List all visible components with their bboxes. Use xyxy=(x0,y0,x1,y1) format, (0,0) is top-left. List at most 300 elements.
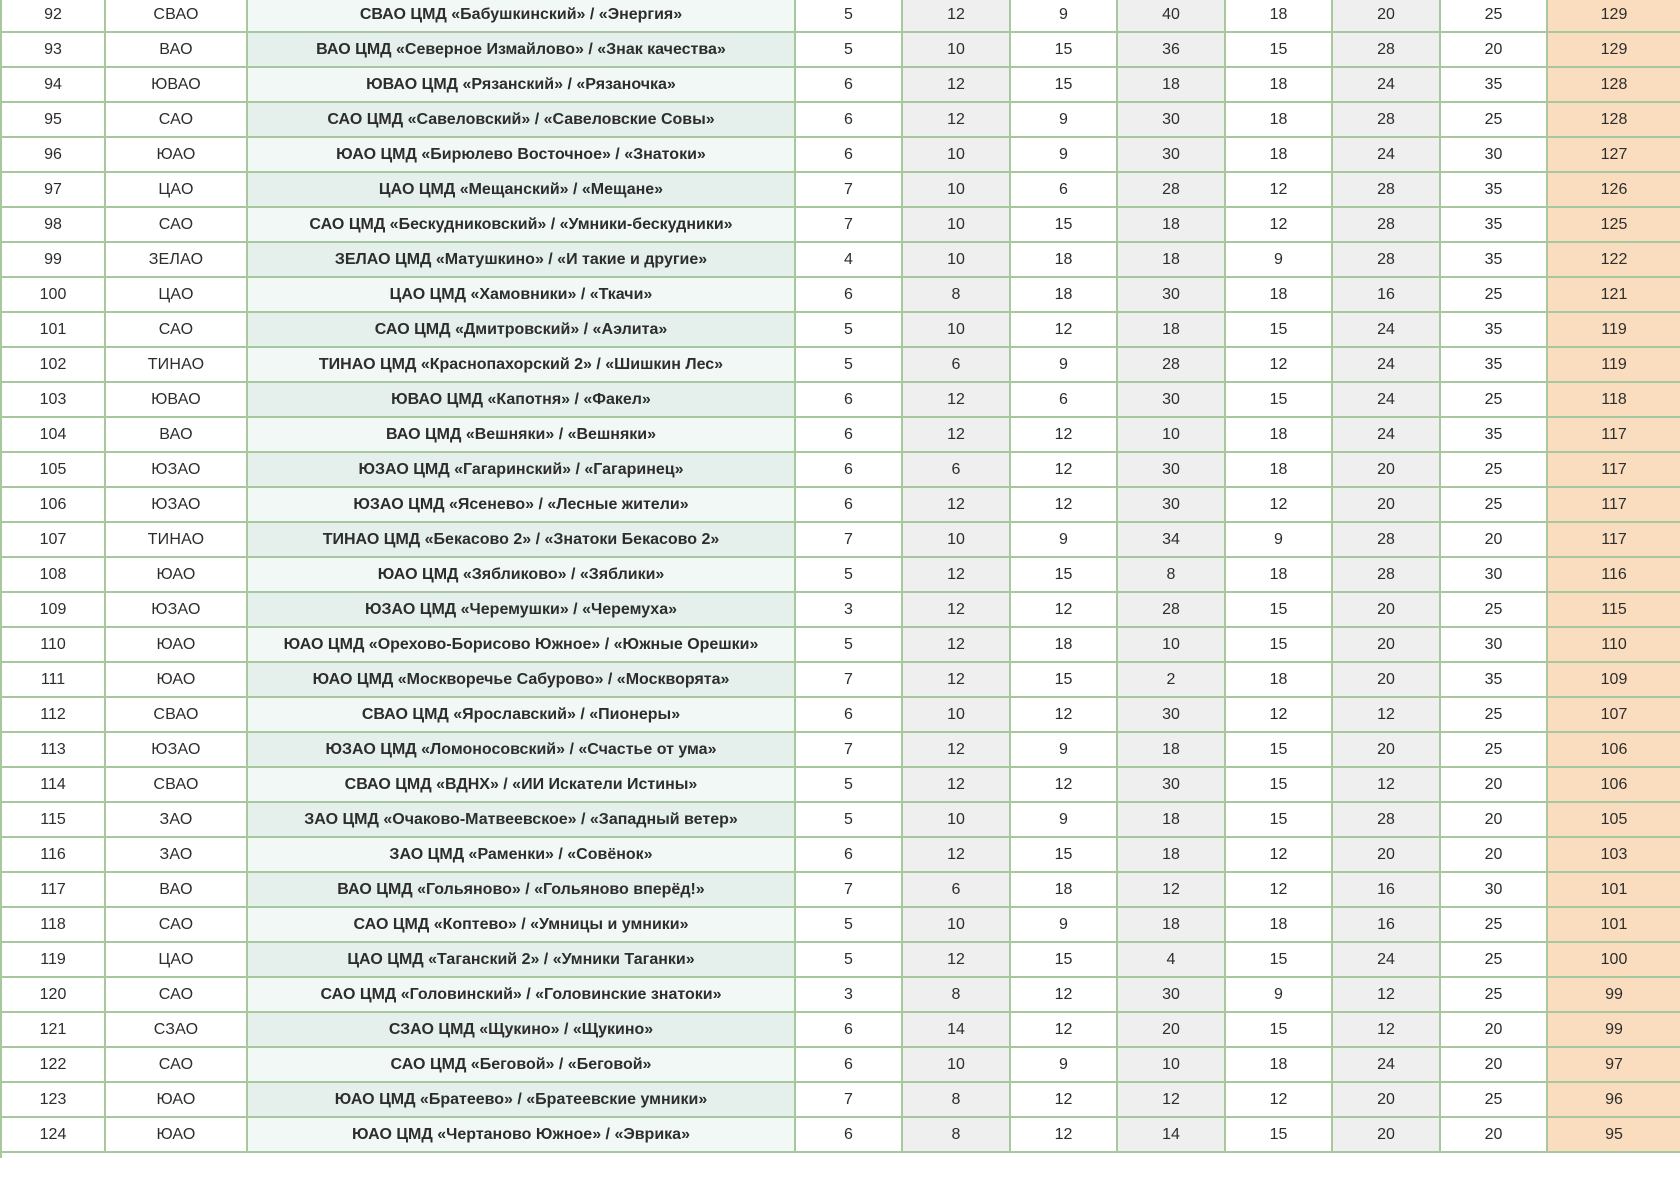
value-cell: 7 xyxy=(796,173,903,208)
value-cell: 9 xyxy=(1011,0,1118,33)
total-cell: 128 xyxy=(1548,103,1680,138)
value-cell: 7 xyxy=(796,208,903,243)
rank-cell: 124 xyxy=(0,1118,106,1153)
value-cell: 6 xyxy=(796,138,903,173)
rank-cell: 122 xyxy=(0,1048,106,1083)
value-cell: 6 xyxy=(796,453,903,488)
value-cell: 4 xyxy=(1118,943,1226,978)
name-cell: ЮАО ЦМД «Бирюлево Восточное» / «Знатоки» xyxy=(248,138,796,173)
district-cell: ВАО xyxy=(106,418,248,453)
table-row xyxy=(0,1013,1680,1048)
value-cell: 24 xyxy=(1333,1048,1441,1083)
value-cell: 15 xyxy=(1226,943,1333,978)
value-cell: 18 xyxy=(1226,418,1333,453)
value-cell: 30 xyxy=(1118,138,1226,173)
value-cell: 24 xyxy=(1333,313,1441,348)
district-cell: САО xyxy=(106,978,248,1013)
value-cell: 9 xyxy=(1226,243,1333,278)
total-cell: 97 xyxy=(1548,1048,1680,1083)
value-cell: 10 xyxy=(903,313,1011,348)
total-cell: 117 xyxy=(1548,418,1680,453)
value-cell: 25 xyxy=(1441,593,1548,628)
value-cell: 10 xyxy=(903,173,1011,208)
value-cell: 30 xyxy=(1118,383,1226,418)
value-cell: 24 xyxy=(1333,348,1441,383)
district-cell: САО xyxy=(106,313,248,348)
table-row xyxy=(0,803,1680,838)
value-cell: 12 xyxy=(1011,418,1118,453)
rank-cell: 93 xyxy=(0,33,106,68)
value-cell: 14 xyxy=(903,1013,1011,1048)
name-cell: САО ЦМД «Головинский» / «Головинские знатоки» xyxy=(248,978,796,1013)
district-cell: ЮЗАО xyxy=(106,453,248,488)
rank-cell: 98 xyxy=(0,208,106,243)
value-cell: 12 xyxy=(1226,1083,1333,1118)
total-cell: 99 xyxy=(1548,978,1680,1013)
value-cell: 12 xyxy=(1011,978,1118,1013)
value-cell: 12 xyxy=(1333,698,1441,733)
value-cell: 18 xyxy=(1118,838,1226,873)
rank-cell: 119 xyxy=(0,943,106,978)
name-cell: ЮЗАО ЦМД «Ясенево» / «Лесные жители» xyxy=(248,488,796,523)
total-cell: 118 xyxy=(1548,383,1680,418)
value-cell: 18 xyxy=(1226,908,1333,943)
value-cell: 20 xyxy=(1333,1083,1441,1118)
table-row xyxy=(0,1048,1680,1083)
value-cell: 12 xyxy=(903,838,1011,873)
rank-cell: 109 xyxy=(0,593,106,628)
value-cell: 10 xyxy=(903,523,1011,558)
value-cell: 35 xyxy=(1441,313,1548,348)
district-cell: ЮЗАО xyxy=(106,733,248,768)
total-cell: 128 xyxy=(1548,68,1680,103)
value-cell: 3 xyxy=(796,978,903,1013)
table-row xyxy=(0,313,1680,348)
value-cell: 10 xyxy=(1118,628,1226,663)
table-row xyxy=(0,173,1680,208)
value-cell: 4 xyxy=(796,243,903,278)
value-cell: 20 xyxy=(1441,768,1548,803)
name-cell: ЮАО ЦМД «Братеево» / «Братеевские умники» xyxy=(248,1083,796,1118)
name-cell: ЮАО ЦМД «Зябликово» / «Зяблики» xyxy=(248,558,796,593)
value-cell: 12 xyxy=(1226,348,1333,383)
value-cell: 28 xyxy=(1118,593,1226,628)
value-cell: 15 xyxy=(1226,33,1333,68)
total-cell: 117 xyxy=(1548,453,1680,488)
name-cell: ЗАО ЦМД «Очаково-Матвеевское» / «Западный ветер» xyxy=(248,803,796,838)
total-cell: 119 xyxy=(1548,313,1680,348)
value-cell: 18 xyxy=(1226,558,1333,593)
value-cell: 10 xyxy=(903,243,1011,278)
value-cell: 6 xyxy=(796,1118,903,1153)
value-cell: 8 xyxy=(903,978,1011,1013)
value-cell: 40 xyxy=(1118,0,1226,33)
value-cell: 36 xyxy=(1118,33,1226,68)
total-cell: 106 xyxy=(1548,733,1680,768)
value-cell: 6 xyxy=(903,348,1011,383)
value-cell: 8 xyxy=(903,278,1011,313)
value-cell: 25 xyxy=(1441,453,1548,488)
value-cell: 35 xyxy=(1441,418,1548,453)
value-cell: 12 xyxy=(1011,453,1118,488)
name-cell: СЗАО ЦМД «Щукино» / «Щукино» xyxy=(248,1013,796,1048)
table-row xyxy=(0,68,1680,103)
value-cell: 6 xyxy=(796,418,903,453)
value-cell: 20 xyxy=(1333,0,1441,33)
value-cell: 30 xyxy=(1441,873,1548,908)
value-cell: 6 xyxy=(796,838,903,873)
name-cell: САО ЦМД «Савеловский» / «Савеловские Совы» xyxy=(248,103,796,138)
value-cell: 28 xyxy=(1118,173,1226,208)
value-cell: 12 xyxy=(903,628,1011,663)
table-row xyxy=(0,103,1680,138)
rank-cell: 92 xyxy=(0,0,106,33)
value-cell: 15 xyxy=(1226,733,1333,768)
value-cell: 12 xyxy=(1011,313,1118,348)
value-cell: 20 xyxy=(1333,593,1441,628)
name-cell: ЮАО ЦМД «Орехово-Борисово Южное» / «Южные Орешки» xyxy=(248,628,796,663)
district-cell: ЮВАО xyxy=(106,383,248,418)
total-cell: 101 xyxy=(1548,908,1680,943)
value-cell: 10 xyxy=(903,33,1011,68)
value-cell: 3 xyxy=(796,593,903,628)
district-cell: ЮАО xyxy=(106,1083,248,1118)
total-cell: 127 xyxy=(1548,138,1680,173)
total-cell: 96 xyxy=(1548,1083,1680,1118)
value-cell: 6 xyxy=(1011,383,1118,418)
table-row xyxy=(0,908,1680,943)
value-cell: 10 xyxy=(903,138,1011,173)
total-cell: 117 xyxy=(1548,488,1680,523)
value-cell: 28 xyxy=(1333,523,1441,558)
value-cell: 12 xyxy=(903,68,1011,103)
value-cell: 25 xyxy=(1441,103,1548,138)
value-cell: 18 xyxy=(1226,0,1333,33)
value-cell: 7 xyxy=(796,733,903,768)
table-row xyxy=(0,488,1680,523)
value-cell: 25 xyxy=(1441,278,1548,313)
district-cell: СВАО xyxy=(106,698,248,733)
value-cell: 18 xyxy=(1226,453,1333,488)
name-cell: ЦАО ЦМД «Мещанский» / «Мещане» xyxy=(248,173,796,208)
district-cell: СВАО xyxy=(106,0,248,33)
rank-cell: 105 xyxy=(0,453,106,488)
value-cell: 9 xyxy=(1011,103,1118,138)
value-cell: 18 xyxy=(1226,138,1333,173)
value-cell: 20 xyxy=(1333,488,1441,523)
name-cell: ЮВАО ЦМД «Рязанский» / «Рязаночка» xyxy=(248,68,796,103)
rank-cell: 106 xyxy=(0,488,106,523)
value-cell: 15 xyxy=(1226,1013,1333,1048)
rank-cell: 94 xyxy=(0,68,106,103)
rank-cell: 99 xyxy=(0,243,106,278)
district-cell: ЗЕЛАО xyxy=(106,243,248,278)
value-cell: 12 xyxy=(1011,698,1118,733)
value-cell: 18 xyxy=(1011,243,1118,278)
name-cell: СВАО ЦМД «ВДНХ» / «ИИ Искатели Истины» xyxy=(248,768,796,803)
value-cell: 15 xyxy=(1226,768,1333,803)
district-cell: ЦАО xyxy=(106,278,248,313)
value-cell: 16 xyxy=(1333,873,1441,908)
value-cell: 9 xyxy=(1011,908,1118,943)
name-cell: СВАО ЦМД «Ярославский» / «Пионеры» xyxy=(248,698,796,733)
rank-cell: 111 xyxy=(0,663,106,698)
name-cell: ЮАО ЦМД «Москворечье Сабурово» / «Москворята» xyxy=(248,663,796,698)
rank-cell: 96 xyxy=(0,138,106,173)
total-cell: 106 xyxy=(1548,768,1680,803)
name-cell: ЦАО ЦМД «Таганский 2» / «Умники Таганки» xyxy=(248,943,796,978)
value-cell: 5 xyxy=(796,628,903,663)
table-left-border-stub xyxy=(0,1153,2,1158)
rank-cell: 120 xyxy=(0,978,106,1013)
value-cell: 28 xyxy=(1118,348,1226,383)
value-cell: 9 xyxy=(1011,733,1118,768)
value-cell: 15 xyxy=(1226,383,1333,418)
value-cell: 12 xyxy=(1011,1083,1118,1118)
value-cell: 18 xyxy=(1011,873,1118,908)
value-cell: 30 xyxy=(1441,628,1548,663)
value-cell: 35 xyxy=(1441,208,1548,243)
value-cell: 30 xyxy=(1118,453,1226,488)
total-cell: 101 xyxy=(1548,873,1680,908)
district-cell: САО xyxy=(106,208,248,243)
district-cell: ЮАО xyxy=(106,1118,248,1153)
total-cell: 110 xyxy=(1548,628,1680,663)
total-cell: 117 xyxy=(1548,523,1680,558)
value-cell: 16 xyxy=(1333,278,1441,313)
district-cell: СВАО xyxy=(106,768,248,803)
value-cell: 8 xyxy=(903,1083,1011,1118)
value-cell: 18 xyxy=(1226,663,1333,698)
total-cell: 109 xyxy=(1548,663,1680,698)
value-cell: 7 xyxy=(796,873,903,908)
value-cell: 12 xyxy=(1333,978,1441,1013)
name-cell: САО ЦМД «Коптево» / «Умницы и умники» xyxy=(248,908,796,943)
value-cell: 35 xyxy=(1441,68,1548,103)
name-cell: САО ЦМД «Дмитровский» / «Аэлита» xyxy=(248,313,796,348)
value-cell: 18 xyxy=(1118,733,1226,768)
value-cell: 12 xyxy=(903,0,1011,33)
value-cell: 15 xyxy=(1011,943,1118,978)
value-cell: 12 xyxy=(1226,173,1333,208)
district-cell: ТИНАО xyxy=(106,523,248,558)
value-cell: 12 xyxy=(903,103,1011,138)
value-cell: 6 xyxy=(796,488,903,523)
value-cell: 12 xyxy=(903,768,1011,803)
value-cell: 12 xyxy=(1226,838,1333,873)
table-row xyxy=(0,978,1680,1013)
value-cell: 15 xyxy=(1011,558,1118,593)
value-cell: 10 xyxy=(903,908,1011,943)
value-cell: 5 xyxy=(796,768,903,803)
rank-cell: 95 xyxy=(0,103,106,138)
total-cell: 129 xyxy=(1548,33,1680,68)
value-cell: 30 xyxy=(1118,978,1226,1013)
total-cell: 125 xyxy=(1548,208,1680,243)
value-cell: 15 xyxy=(1226,313,1333,348)
value-cell: 12 xyxy=(903,663,1011,698)
table-row xyxy=(0,943,1680,978)
total-cell: 121 xyxy=(1548,278,1680,313)
value-cell: 28 xyxy=(1333,803,1441,838)
value-cell: 25 xyxy=(1441,943,1548,978)
rank-cell: 107 xyxy=(0,523,106,558)
value-cell: 7 xyxy=(796,663,903,698)
value-cell: 20 xyxy=(1441,838,1548,873)
value-cell: 18 xyxy=(1226,1048,1333,1083)
name-cell: САО ЦМД «Бескудниковский» / «Умники-бескудники» xyxy=(248,208,796,243)
value-cell: 15 xyxy=(1226,1118,1333,1153)
district-cell: ТИНАО xyxy=(106,348,248,383)
value-cell: 24 xyxy=(1333,943,1441,978)
value-cell: 12 xyxy=(1226,698,1333,733)
name-cell: ЮЗАО ЦМД «Гагаринский» / «Гагаринец» xyxy=(248,453,796,488)
value-cell: 5 xyxy=(796,348,903,383)
table-row xyxy=(0,1118,1680,1153)
value-cell: 20 xyxy=(1333,453,1441,488)
district-cell: ЗАО xyxy=(106,838,248,873)
rank-cell: 97 xyxy=(0,173,106,208)
value-cell: 6 xyxy=(796,698,903,733)
value-cell: 14 xyxy=(1118,1118,1226,1153)
value-cell: 28 xyxy=(1333,208,1441,243)
value-cell: 20 xyxy=(1441,1048,1548,1083)
value-cell: 10 xyxy=(1118,1048,1226,1083)
value-cell: 35 xyxy=(1441,243,1548,278)
rank-cell: 115 xyxy=(0,803,106,838)
value-cell: 18 xyxy=(1226,278,1333,313)
value-cell: 25 xyxy=(1441,978,1548,1013)
rank-cell: 112 xyxy=(0,698,106,733)
value-cell: 25 xyxy=(1441,488,1548,523)
table-row xyxy=(0,243,1680,278)
value-cell: 34 xyxy=(1118,523,1226,558)
value-cell: 5 xyxy=(796,943,903,978)
value-cell: 20 xyxy=(1441,1013,1548,1048)
value-cell: 18 xyxy=(1118,313,1226,348)
value-cell: 30 xyxy=(1118,488,1226,523)
value-cell: 28 xyxy=(1333,558,1441,593)
value-cell: 15 xyxy=(1011,68,1118,103)
value-cell: 18 xyxy=(1118,68,1226,103)
value-cell: 8 xyxy=(1118,558,1226,593)
total-cell: 95 xyxy=(1548,1118,1680,1153)
rank-cell: 102 xyxy=(0,348,106,383)
rank-cell: 110 xyxy=(0,628,106,663)
value-cell: 12 xyxy=(1226,873,1333,908)
value-cell: 12 xyxy=(903,593,1011,628)
value-cell: 5 xyxy=(796,908,903,943)
value-cell: 16 xyxy=(1333,908,1441,943)
district-cell: САО xyxy=(106,908,248,943)
name-cell: ТИНАО ЦМД «Краснопахорский 2» / «Шишкин Лес» xyxy=(248,348,796,383)
name-cell: ЗАО ЦМД «Раменки» / «Совёнок» xyxy=(248,838,796,873)
rank-cell: 103 xyxy=(0,383,106,418)
value-cell: 28 xyxy=(1333,33,1441,68)
value-cell: 5 xyxy=(796,33,903,68)
value-cell: 5 xyxy=(796,803,903,838)
value-cell: 5 xyxy=(796,313,903,348)
value-cell: 20 xyxy=(1333,663,1441,698)
value-cell: 15 xyxy=(1011,663,1118,698)
value-cell: 6 xyxy=(796,1048,903,1083)
table-row xyxy=(0,1083,1680,1118)
value-cell: 30 xyxy=(1118,698,1226,733)
value-cell: 12 xyxy=(1118,1083,1226,1118)
value-cell: 18 xyxy=(1226,68,1333,103)
table-row xyxy=(0,698,1680,733)
value-cell: 28 xyxy=(1333,243,1441,278)
value-cell: 12 xyxy=(903,733,1011,768)
table-row xyxy=(0,873,1680,908)
value-cell: 12 xyxy=(1333,768,1441,803)
value-cell: 18 xyxy=(1226,103,1333,138)
value-cell: 18 xyxy=(1118,908,1226,943)
value-cell: 18 xyxy=(1011,628,1118,663)
value-cell: 10 xyxy=(903,1048,1011,1083)
value-cell: 25 xyxy=(1441,733,1548,768)
name-cell: САО ЦМД «Беговой» / «Беговой» xyxy=(248,1048,796,1083)
value-cell: 15 xyxy=(1226,593,1333,628)
total-cell: 100 xyxy=(1548,943,1680,978)
value-cell: 28 xyxy=(1333,103,1441,138)
name-cell: ЮЗАО ЦМД «Черемушки» / «Черемуха» xyxy=(248,593,796,628)
value-cell: 6 xyxy=(796,1013,903,1048)
table-row xyxy=(0,383,1680,418)
name-cell: ЦАО ЦМД «Хамовники» / «Ткачи» xyxy=(248,278,796,313)
value-cell: 12 xyxy=(1011,768,1118,803)
rank-cell: 113 xyxy=(0,733,106,768)
table-row xyxy=(0,663,1680,698)
table-row xyxy=(0,278,1680,313)
value-cell: 30 xyxy=(1441,558,1548,593)
value-cell: 20 xyxy=(1333,838,1441,873)
value-cell: 18 xyxy=(1011,278,1118,313)
value-cell: 20 xyxy=(1441,1118,1548,1153)
value-cell: 18 xyxy=(1118,803,1226,838)
value-cell: 10 xyxy=(903,698,1011,733)
value-cell: 30 xyxy=(1118,768,1226,803)
value-cell: 2 xyxy=(1118,663,1226,698)
total-cell: 115 xyxy=(1548,593,1680,628)
value-cell: 24 xyxy=(1333,138,1441,173)
value-cell: 15 xyxy=(1011,33,1118,68)
value-cell: 24 xyxy=(1333,418,1441,453)
value-cell: 12 xyxy=(1011,1013,1118,1048)
value-cell: 12 xyxy=(903,943,1011,978)
value-cell: 7 xyxy=(796,1083,903,1118)
district-cell: ВАО xyxy=(106,873,248,908)
district-cell: САО xyxy=(106,1048,248,1083)
table-row xyxy=(0,628,1680,663)
name-cell: СВАО ЦМД «Бабушкинский» / «Энергия» xyxy=(248,0,796,33)
table-row xyxy=(0,838,1680,873)
total-cell: 119 xyxy=(1548,348,1680,383)
value-cell: 9 xyxy=(1011,523,1118,558)
value-cell: 18 xyxy=(1118,243,1226,278)
value-cell: 20 xyxy=(1333,628,1441,663)
district-cell: ВАО xyxy=(106,33,248,68)
total-cell: 129 xyxy=(1548,0,1680,33)
value-cell: 8 xyxy=(903,1118,1011,1153)
total-cell: 105 xyxy=(1548,803,1680,838)
name-cell: ВАО ЦМД «Вешняки» / «Вешняки» xyxy=(248,418,796,453)
rank-cell: 101 xyxy=(0,313,106,348)
table-row xyxy=(0,523,1680,558)
value-cell: 12 xyxy=(1011,488,1118,523)
value-cell: 10 xyxy=(903,803,1011,838)
value-cell: 30 xyxy=(1118,278,1226,313)
